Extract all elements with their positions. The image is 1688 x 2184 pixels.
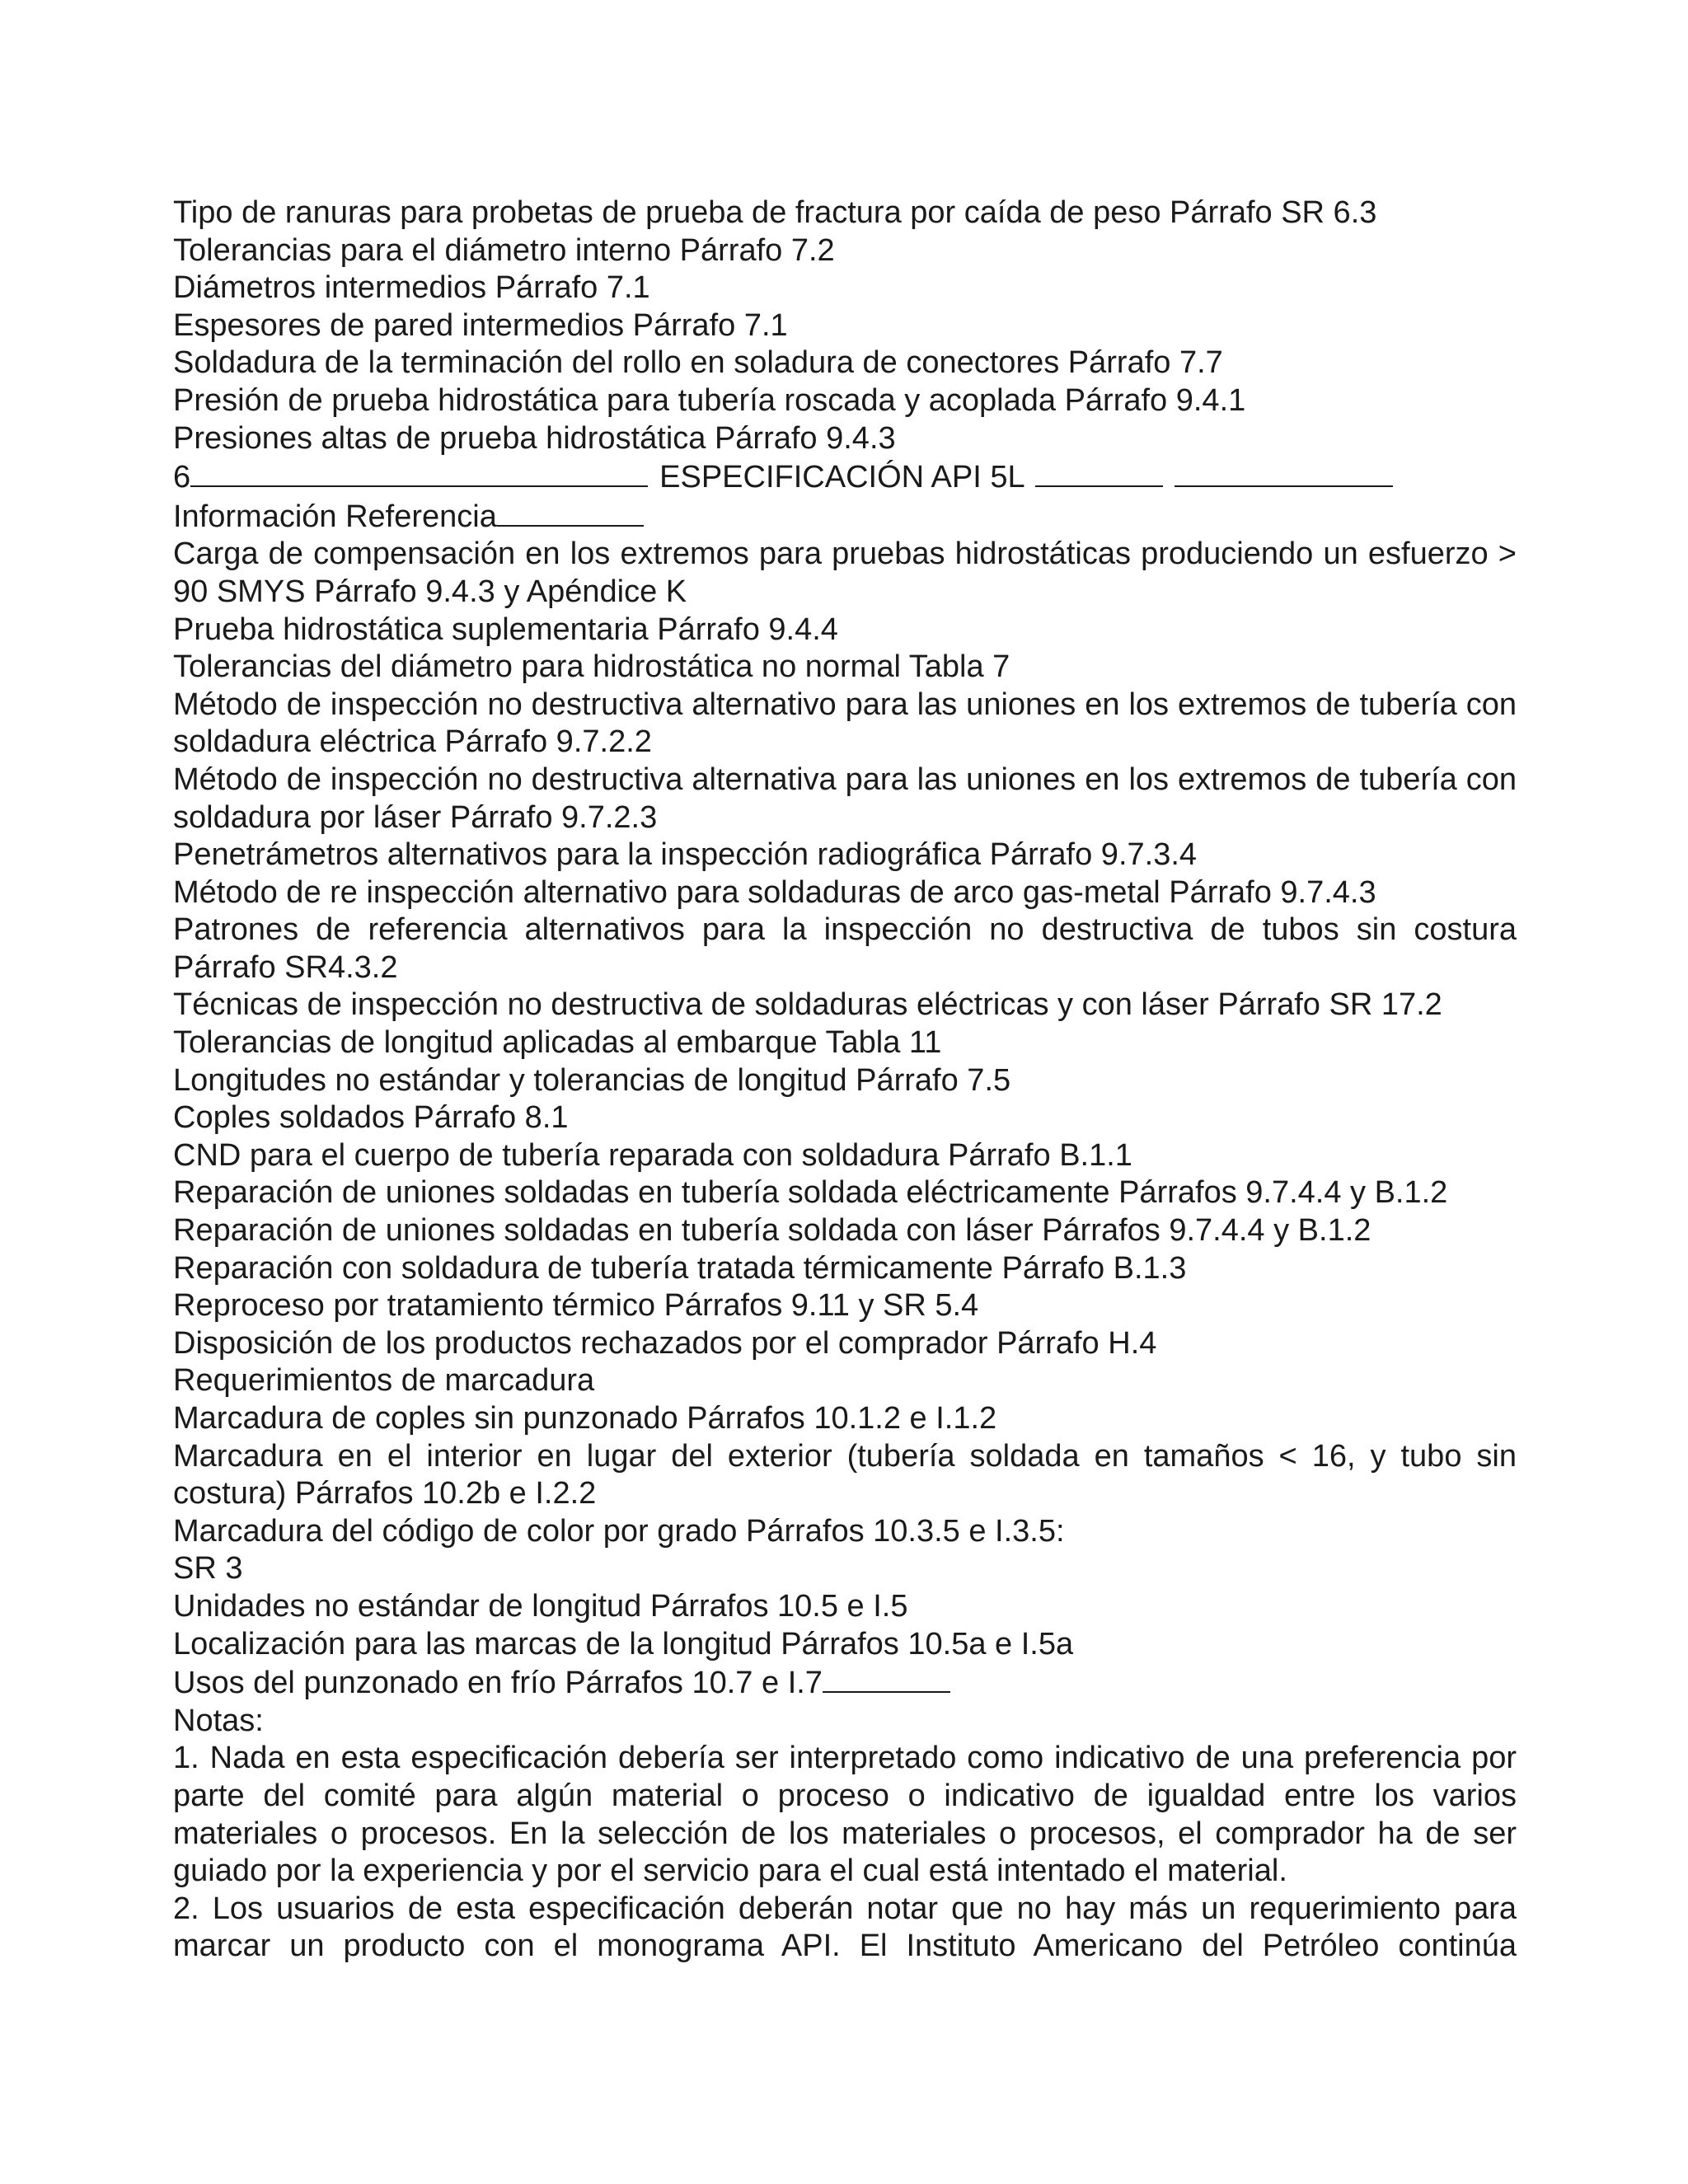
- list-item: Reparación de uniones soldadas en tubería soldada eléctricamente Párrafos 9.7.4.4 y B.1.2: [173, 1175, 1448, 1211]
- blank-line: [1035, 457, 1163, 487]
- list-item: Patrones de referencia alternativos para la inspección no destructiva de tubos sin costura Párrafo SR4.3.2: [173, 912, 1517, 985]
- list-item: Unidades no estándar de longitud Párrafos 10.5 e I.5: [173, 1588, 908, 1624]
- blank-line: [497, 497, 644, 527]
- note-paragraph: 1. Nada en esta especificación debería ser interpretado como indicativo de una preferencia por parte del comité para algún material o proceso o indicativo de igualdad entre los varios materiales o procesos. En la selección de los materiales o procesos, el comprador ha de ser guiado por la experiencia y por el servicio para el cual está intentado el material.: [173, 1741, 1517, 1889]
- note-paragraph: 2. Los usuarios de esta especificación deberán notar que no hay más un requerimiento para marcar un producto con el monograma API. El Instituto Americano del Petróleo continúa: [173, 1891, 1517, 1964]
- blank-line: [1175, 457, 1393, 487]
- list-item: Soldadura de la terminación del rollo en soladura de conectores Párrafo 7.7: [173, 345, 1223, 381]
- notes-heading: Notas:: [173, 1703, 264, 1738]
- list-item: Presiones altas de prueba hidrostática Párrafo 9.4.3: [173, 420, 896, 456]
- usos-text: Usos del punzonado en frío Párrafos 10.7 e I.7: [173, 1666, 823, 1701]
- list-item: Tolerancias del diámetro para hidrostática no normal Tabla 7: [173, 649, 1010, 685]
- list-item: Marcadura de coples sin punzonado Párrafos 10.1.2 e I.1.2: [173, 1401, 997, 1436]
- list-item: Presión de prueba hidrostática para tubería roscada y acoplada Párrafo 9.4.1: [173, 382, 1246, 418]
- list-item: Reparación de uniones soldadas en tubería soldada con láser Párrafos 9.7.4.4 y B.1.2: [173, 1213, 1372, 1249]
- document-body: [173, 194, 1517, 1966]
- list-item: Disposición de los productos rechazados por el comprador Párrafo H.4: [173, 1325, 1157, 1361]
- list-item: Marcadura del código de color por grado Párrafos 10.3.5 e I.3.5:: [173, 1513, 1065, 1549]
- list-item: Localización para las marcas de la longitud Párrafos 10.5a e I.5a: [173, 1626, 1074, 1661]
- list-item: Tolerancias para el diámetro interno Párrafo 7.2: [173, 232, 835, 268]
- list-item: Carga de compensación en los extremos para pruebas hidrostáticas produciendo un esfuerzo > 90 SMYS Párrafo 9.4.3 y Apéndice K: [173, 537, 1517, 609]
- list-item: Longitudes no estándar y tolerancias de longitud Párrafo 7.5: [173, 1062, 1011, 1098]
- list-item: Prueba hidrostática suplementaria Párrafo 9.4.4: [173, 612, 838, 647]
- list-item: Método de inspección no destructiva alternativo para las uniones en los extremos de tubería con soldadura eléctrica Párrafo 9.7.2.2: [173, 687, 1517, 760]
- list-item: Tolerancias de longitud aplicadas al embarque Tabla 11: [173, 1025, 942, 1061]
- section-heading: Requerimientos de marcadura: [173, 1363, 595, 1399]
- list-item: Método de re inspección alternativo para soldaduras de arco gas-metal Párrafo 9.7.4.3: [173, 874, 1376, 910]
- list-item: Reparación con soldadura de tubería tratada térmicamente Párrafo B.1.3: [173, 1250, 1187, 1286]
- blank-line: [190, 457, 648, 487]
- list-item: Tipo de ranuras para probetas de prueba de fractura por caída de peso Párrafo SR 6.3: [173, 195, 1377, 230]
- page-header: [173, 457, 1517, 497]
- list-item: Penetrámetros alternativos para la inspección radiográfica Párrafo 9.7.3.4: [173, 837, 1198, 873]
- list-item: Técnicas de inspección no destructiva de soldaduras eléctricas y con láser Párrafo SR 17.2: [173, 987, 1442, 1023]
- list-item: Método de inspección no destructiva alternativa para las uniones en los extremos de tubería con soldadura por láser Párrafo 9.7.2.3: [173, 762, 1517, 835]
- page-number: 6: [173, 460, 191, 495]
- info-reference-label: Información Referencia: [173, 499, 497, 534]
- list-item: Reproceso por tratamiento térmico Párrafos 9.11 y SR 5.4: [173, 1288, 979, 1324]
- list-item: Marcadura en el interior en lugar del exterior (tubería soldada en tamaños < 16, y tubo sin costura) Párrafos 10.2b e I.2.2: [173, 1438, 1517, 1511]
- usos-line: [173, 1663, 1517, 1703]
- blank-line: [823, 1663, 950, 1693]
- list-item: Espesores de pared intermedios Párrafo 7.1: [173, 307, 788, 343]
- list-item: Coples soldados Párrafo 8.1: [173, 1100, 569, 1136]
- page-header-title: ESPECIFICACIÓN API 5L: [659, 460, 1025, 495]
- list-item: SR 3: [173, 1551, 243, 1586]
- list-item: CND para el cuerpo de tubería reparada con soldadura Párrafo B.1.1: [173, 1137, 1132, 1173]
- list-item: Diámetros intermedios Párrafo 7.1: [173, 270, 650, 306]
- info-reference-line: [173, 497, 1517, 537]
